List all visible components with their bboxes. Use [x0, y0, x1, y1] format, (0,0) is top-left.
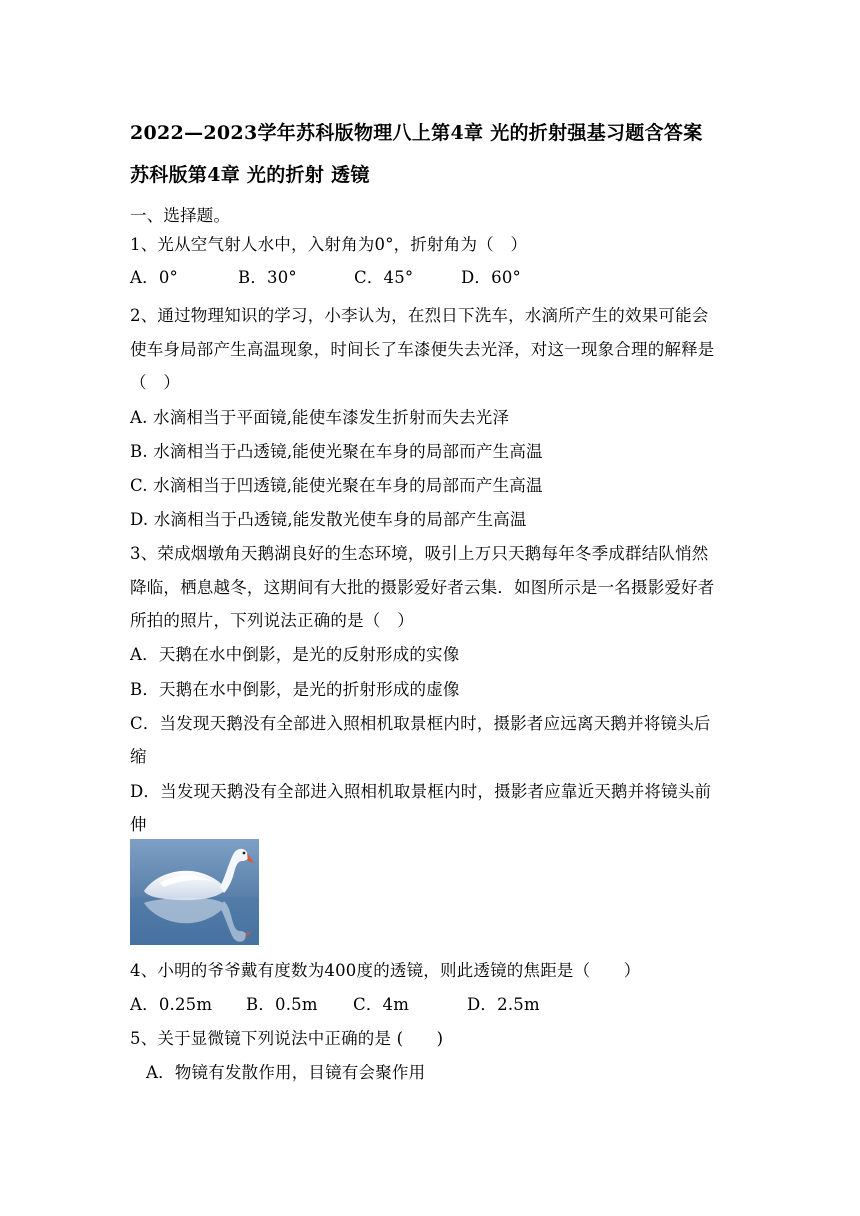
option: A．0.25m — [130, 995, 213, 1014]
question-5-stem: 5、关于显微镜下列说法中正确的是 ( ) — [130, 1029, 444, 1048]
question-4-stem: 4、小明的爷爷戴有度数为400度的透镜，则此透镜的焦距是（ ） — [130, 961, 641, 980]
option: D．2.5m — [467, 995, 540, 1014]
question-3-stem: 降临，栖息越冬，这期间有大批的摄影爱好者云集．如图所示是一名摄影爱好者 — [130, 578, 715, 597]
question-2-option: A. 水滴相当于平面镜,能使车漆发生折射而失去光泽 — [130, 408, 510, 427]
question-3-option: 缩 — [130, 747, 147, 766]
question-2-option: D. 水滴相当于凸透镜,能发散光使车身的局部产生高温 — [130, 510, 527, 529]
swan-photo — [130, 839, 259, 945]
option: B．30° — [238, 268, 297, 287]
question-3-option: A．天鹅在水中倒影，是光的反射形成的实像 — [130, 645, 460, 664]
question-2-stem: 2、通过物理知识的学习，小李认为，在烈日下洗车，水滴所产生的效果可能会 — [130, 306, 709, 325]
question-1-options — [130, 264, 521, 288]
option: C．45° — [354, 268, 414, 287]
question-2-option: B. 水滴相当于凸透镜,能使光聚在车身的局部而产生高温 — [130, 442, 543, 461]
option: A．0° — [130, 268, 178, 287]
question-3-option: D．当发现天鹅没有全部进入照相机取景框内时，摄影者应靠近天鹅并将镜头前 — [130, 782, 712, 801]
doc-title: 2022—2023学年苏科版物理八上第4章 光的折射强基习题含答案 — [130, 122, 703, 144]
option: D．60° — [461, 268, 521, 287]
option: C．4m — [353, 995, 410, 1014]
question-2-stem: 使车身局部产生高温现象，时间长了车漆便失去光泽，对这一现象合理的解释是 — [130, 340, 715, 359]
question-3-option: 伸 — [130, 815, 147, 834]
question-3-stem: 3、荣成烟墩角天鹅湖良好的生态环境，吸引上万只天鹅每年冬季成群结队悄然 — [130, 544, 709, 563]
section-heading: 一、选择题。 — [130, 206, 231, 225]
question-2-option: C. 水滴相当于凹透镜,能使光聚在车身的局部而产生高温 — [130, 476, 543, 495]
question-5-option: A．物镜有发散作用，目镜有会聚作用 — [146, 1063, 426, 1082]
question-1-stem: 1、光从空气射人水中，入射角为0°，折射角为（ ） — [130, 235, 528, 254]
question-2-stem: （ ） — [130, 373, 181, 392]
question-4-options — [130, 991, 540, 1015]
question-3-option: C．当发现天鹅没有全部进入照相机取景框内时，摄影者应远离天鹅并将镜头后 — [130, 714, 711, 733]
question-3-option: B．天鹅在水中倒影，是光的折射形成的虚像 — [130, 680, 460, 699]
question-3-stem: 所拍的照片，下列说法正确的是（ ） — [130, 611, 414, 630]
doc-subtitle: 苏科版第4章 光的折射 透镜 — [130, 164, 370, 186]
option: B．0.5m — [246, 995, 318, 1014]
